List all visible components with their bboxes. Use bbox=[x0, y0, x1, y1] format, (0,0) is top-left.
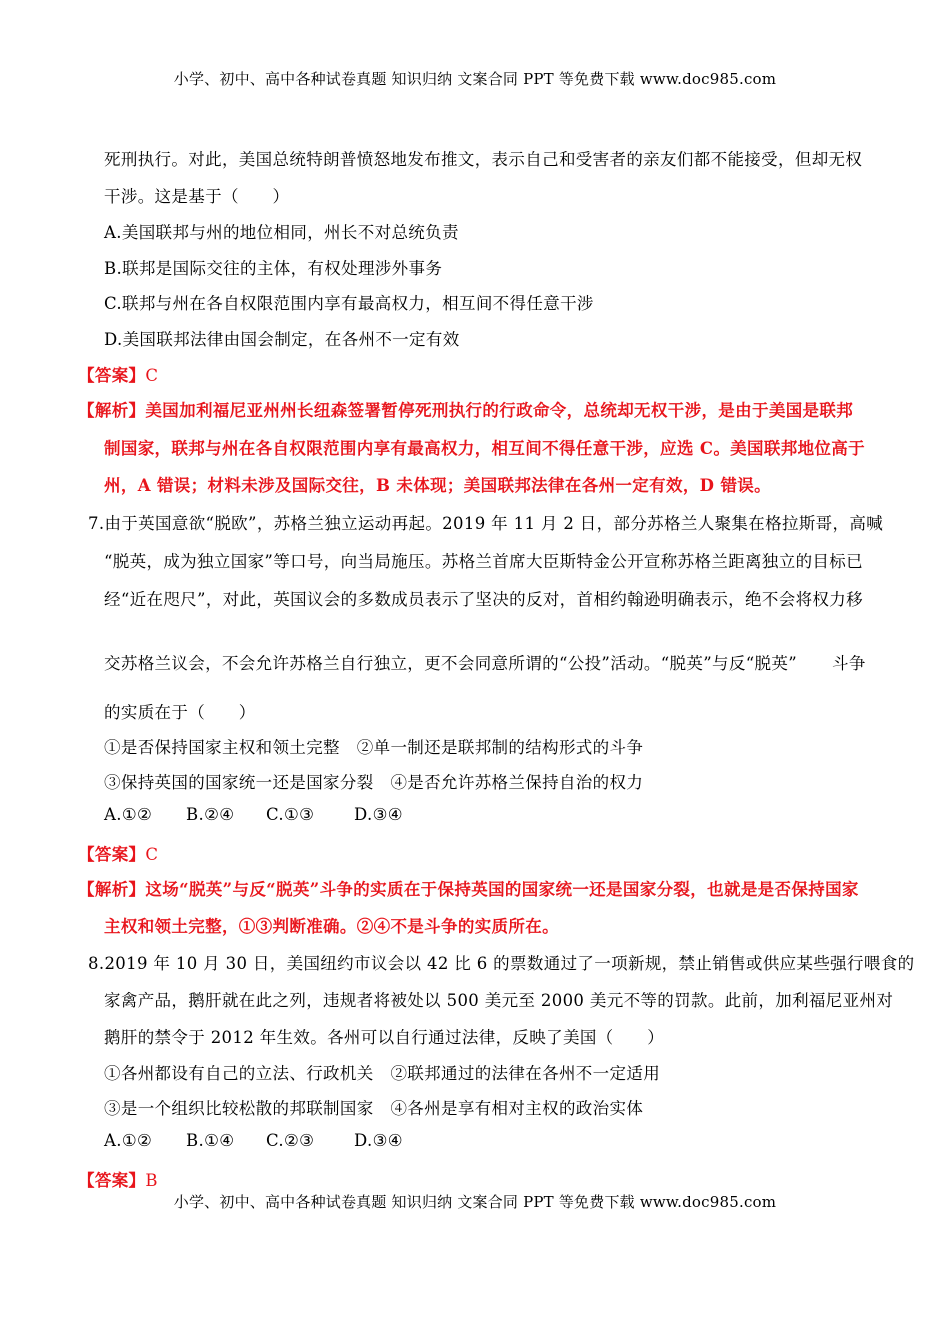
q6-stem-line2: 干涉。这是基于（ ） bbox=[104, 187, 290, 206]
q7-analysis-line1: 【解析】这场“脱英”与反“脱英”斗争的实质在于保持英国的国家统一还是国家分裂，也就是是否保持国家 bbox=[78, 880, 859, 899]
q8-option-d: D.③④ bbox=[354, 1131, 403, 1150]
q8-answer bbox=[78, 1167, 158, 1191]
q6-stem-line1: 死刑执行。对此，美国总统特朗普愤怒地发布推文，表示自己和受害者的亲友们都不能接受，但却无权 bbox=[104, 150, 863, 169]
q8-options bbox=[104, 1131, 403, 1150]
q8-option-a: A.①② bbox=[104, 1131, 153, 1150]
q7-option-b: B.②④ bbox=[186, 805, 235, 824]
q6-analysis-line3: 州，A 错误；材料未涉及国际交往，B 未体现；美国联邦法律在各州一定有效，D 错误。 bbox=[104, 476, 771, 495]
q7-stem-line2: “脱英，成为独立国家”等口号，向当局施压。苏格兰首席大臣斯特金公开宣称苏格兰距离独立的目标已 bbox=[104, 552, 863, 571]
answer-value: C bbox=[145, 845, 159, 864]
answer-label: 【答案】 bbox=[78, 1171, 146, 1190]
answer-value: C bbox=[145, 366, 159, 385]
q7-items-1-2: ①是否保持国家主权和领土完整 ②单一制还是联邦制的结构形式的斗争 bbox=[104, 738, 644, 757]
q7-items-3-4: ③保持英国的国家统一还是国家分裂 ④是否允许苏格兰保持自治的权力 bbox=[104, 773, 644, 792]
q7-analysis-line2: 主权和领土完整，①③判断准确。②④不是斗争的实质所在。 bbox=[104, 917, 559, 936]
q8-stem-line1: 8.2019 年 10 月 30 日，美国纽约市议会以 42 比 6 的票数通过了一项新规，禁止销售或供应某些强行喂食的 bbox=[88, 954, 915, 973]
q8-stem-line2: 家禽产品，鹅肝就在此之列，违规者将被处以 500 美元至 2000 美元不等的罚款。此前，加利福尼亚州对 bbox=[104, 991, 894, 1010]
q7-option-a: A.①② bbox=[104, 805, 153, 824]
q6-answer bbox=[78, 362, 158, 386]
q8-option-c: C.②③ bbox=[266, 1131, 315, 1150]
answer-label: 【答案】 bbox=[78, 845, 146, 864]
page-header: 小学、初中、高中各种试卷真题 知识归纳 文案合同 PPT 等免费下载 www.doc985.com bbox=[173, 70, 777, 88]
q6-option-b: B.联邦是国际交往的主体，有权处理涉外事务 bbox=[104, 259, 443, 278]
q7-answer bbox=[78, 841, 158, 865]
q7-stem-line5: 的实质在于（ ） bbox=[104, 703, 256, 722]
q7-stem-line3: 经“近在咫尺”，对此，英国议会的多数成员表示了坚决的反对，首相约翰逊明确表示，绝不会将权力移 bbox=[104, 590, 863, 609]
page-footer: 小学、初中、高中各种试卷真题 知识归纳 文案合同 PPT 等免费下载 www.doc985.com bbox=[173, 1193, 777, 1211]
q6-analysis-line2: 制国家，联邦与州在各自权限范围内享有最高权力，相互间不得任意干涉，应选 C。美国联邦地位高于 bbox=[104, 439, 865, 458]
q8-option-b: B.①④ bbox=[186, 1131, 235, 1150]
q7-options bbox=[104, 805, 403, 824]
q7-stem-line4: 交苏格兰议会，不会允许苏格兰自行独立，更不会同意所谓的“公投”活动。“脱英”与反“脱英” bbox=[104, 654, 798, 673]
q6-option-d: D.美国联邦法律由国会制定，在各州不一定有效 bbox=[104, 330, 460, 349]
q7-stem-line4-end: 斗争 bbox=[832, 654, 866, 673]
q7-stem-line1: 7.由于英国意欲“脱欧”，苏格兰独立运动再起。2019 年 11 月 2 日，部分苏格兰人聚集在格拉斯哥，高喊 bbox=[88, 514, 884, 533]
q7-option-c: C.①③ bbox=[266, 805, 315, 824]
q8-items-1-2: ①各州都设有自己的立法、行政机关 ②联邦通过的法律在各州不一定适用 bbox=[104, 1064, 661, 1083]
q8-items-3-4: ③是一个组织比较松散的邦联制国家 ④各州是享有相对主权的政治实体 bbox=[104, 1099, 644, 1118]
q8-stem-line3: 鹅肝的禁令于 2012 年生效。各州可以自行通过法律，反映了美国（ ） bbox=[104, 1028, 665, 1047]
q6-option-a: A.美国联邦与州的地位相同，州长不对总统负责 bbox=[104, 223, 459, 242]
answer-value: B bbox=[145, 1171, 158, 1190]
answer-label: 【答案】 bbox=[78, 366, 146, 385]
q7-option-d: D.③④ bbox=[354, 805, 403, 824]
q6-analysis-line1: 【解析】美国加利福尼亚州州长纽森签署暂停死刑执行的行政命令，总统却无权干涉，是由于美国是联邦 bbox=[78, 401, 854, 420]
q6-option-c: C.联邦与州在各自权限范围内享有最高权力，相互间不得任意干涉 bbox=[104, 294, 594, 313]
